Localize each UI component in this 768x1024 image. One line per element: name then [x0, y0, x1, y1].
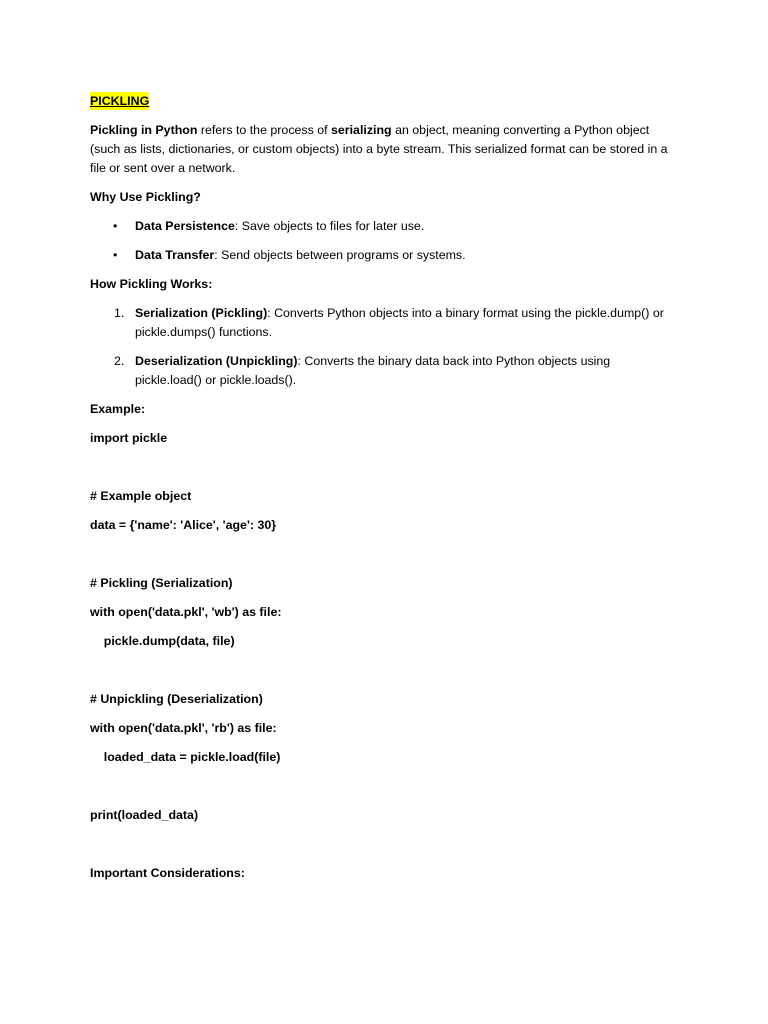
- how-steps-list: [90, 304, 680, 390]
- code-line: print(loaded_data): [90, 808, 199, 822]
- bullet-item: [90, 217, 680, 236]
- intro-text-1: refers to the process of: [197, 123, 332, 137]
- step-label: Deserialization (Unpickling): [135, 354, 298, 368]
- document-content: [90, 92, 680, 893]
- code-line: # Unpickling (Deserialization): [90, 692, 263, 706]
- example-heading: Example:: [90, 402, 146, 416]
- code-line: data = {'name': 'Alice', 'age': 30}: [90, 518, 277, 532]
- code-line: loaded_data = pickle.load(file): [90, 750, 281, 764]
- bullet-dot-icon: •: [113, 219, 118, 233]
- bullet-text: : Save objects to files for later use.: [234, 219, 425, 233]
- bullet-text: : Send objects between programs or systems.: [214, 248, 466, 262]
- code-line: with open('data.pkl', 'rb') as file:: [90, 721, 277, 735]
- intro-text-2: an object, meaning converting a Python object (such as lists, dictionaries, or custom objects) into a byte stream. This serialized format can be stored in a file or sent over a network.: [90, 123, 668, 175]
- code-block: [90, 429, 680, 854]
- intro-term: Pickling in Python: [90, 123, 198, 137]
- why-heading: Why Use Pickling?: [90, 190, 201, 204]
- step-number: 2.: [114, 354, 125, 368]
- why-bullet-list: [90, 217, 680, 265]
- step-item: [90, 304, 680, 342]
- how-heading: How Pickling Works:: [90, 277, 213, 291]
- bullet-dot-icon: •: [113, 248, 118, 262]
- code-line: import pickle: [90, 431, 168, 445]
- intro-paragraph: [90, 121, 680, 178]
- considerations-heading: Important Considerations:: [90, 866, 245, 880]
- code-line: # Pickling (Serialization): [90, 576, 233, 590]
- bullet-label: Data Persistence: [135, 219, 235, 233]
- code-line: # Example object: [90, 489, 192, 503]
- code-line-blank: [90, 545, 680, 564]
- document-title: PICKLING: [90, 94, 150, 108]
- step-number: 1.: [114, 306, 125, 320]
- code-line-blank: [90, 661, 680, 680]
- code-line-blank: [90, 835, 680, 854]
- code-line: with open('data.pkl', 'wb') as file:: [90, 605, 282, 619]
- code-line-blank: [90, 458, 680, 477]
- bullet-label: Data Transfer: [135, 248, 215, 262]
- step-item: [90, 352, 680, 390]
- bullet-item: [90, 246, 680, 265]
- step-text: : Converts the binary data back into Python objects using pickle.load() or pickle.loads().: [135, 354, 611, 387]
- intro-keyword: serializing: [331, 123, 392, 137]
- code-line-blank: [90, 777, 680, 796]
- step-label: Serialization (Pickling): [135, 306, 268, 320]
- step-text: : Converts Python objects into a binary format using the pickle.dump() or pickle.dumps() functions.: [135, 306, 664, 339]
- code-line: pickle.dump(data, file): [90, 634, 235, 648]
